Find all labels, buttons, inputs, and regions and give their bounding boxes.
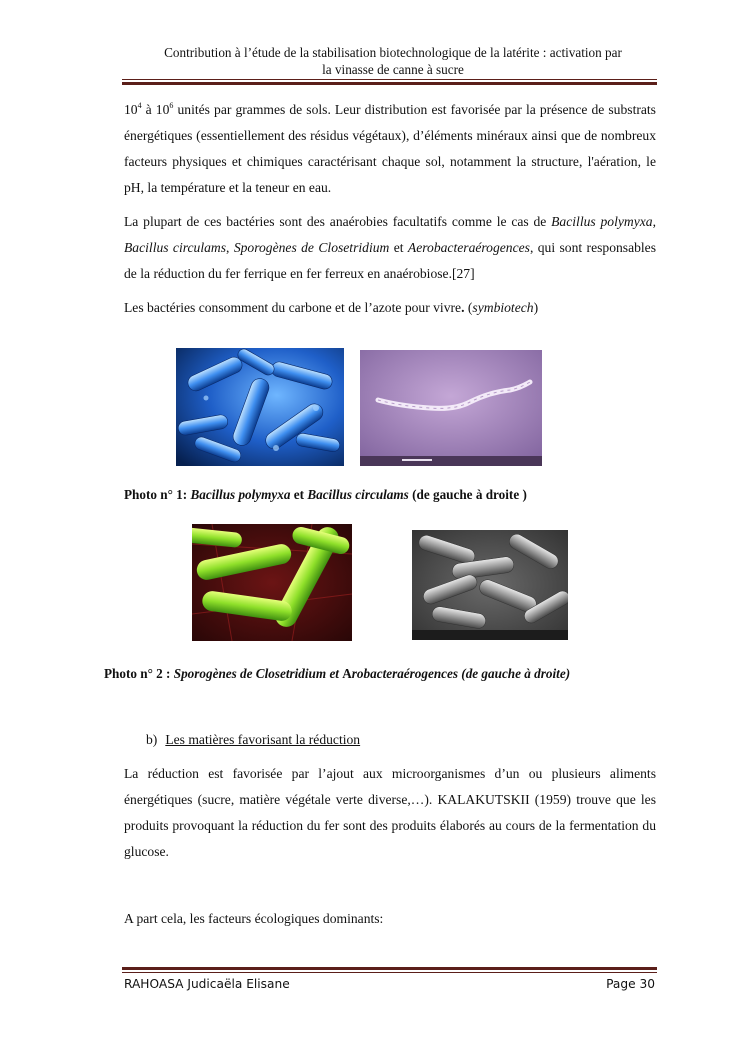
caption-text: (de gauche à droite ) [408,487,527,502]
footer-rule [122,967,657,973]
p2-text: , [226,240,234,255]
p2-text: et [389,240,408,255]
p3-source: symbiotech [472,300,534,315]
paragraph-5: A part cela, les facteurs écologiques dominants: [124,911,384,926]
running-header [120,44,666,78]
header-title-line2: la vinasse de canne à sucre [322,62,464,77]
p2-species-1: Bacillus polymyxa [551,214,653,229]
section-title: Les matières favorisant la réduction [165,732,361,747]
p3-text: ) [533,300,539,315]
p1-exponent1: 4 [137,101,142,110]
p2-text: La plupart de ces bactéries sont des anaérobies facultatifs comme le cas de [124,214,552,229]
p3-bold: . [461,300,465,315]
caption-species-2: Bacillus circulams [307,487,409,502]
section-heading [146,732,360,748]
footer-author: RAHOASA Judicaëla Elisane [124,977,290,991]
p1-mid: à 10 [141,102,170,117]
footer-page-number: Page 30 [606,977,655,991]
caption-label: Photo n° 2 : [104,666,174,681]
photo-1-caption [124,487,527,503]
caption-text: et [290,487,308,502]
p3-text: Les bactéries consomment du carbone et de l’azote pour vivre [124,300,462,315]
header-rule [122,79,657,85]
p1-exponent2: 6 [169,101,174,110]
photo-sporogenes-closetridium [192,524,352,641]
caption-species-2: robacteraérogences (de gauche à droite) [351,666,571,681]
paragraph-1 [124,97,656,201]
caption-text: A [342,666,352,681]
p2-species-2: Bacillus circulams [124,240,227,255]
paragraph-2 [124,209,656,287]
p2-text: , qui sont responsables de la réduction du fer ferrique en fer ferreux en anaérobiose.[27] [124,240,657,281]
p1-rest: unités par grammes de sols. Leur distribution est favorisée par la présence de substrats énergétiques (essentiellement des résidus végétaux), d’éléments minéraux ainsi que de nombreux facteurs physiques et chimiques caractérisant chaque sol, notamment la structure, l'aération, le pH, la température et la teneur en eau. [124,102,656,195]
paragraph-3 [124,295,656,321]
p2-species-3: Sporogènes de Closetridium [233,240,390,255]
header-title-line1: Contribution à l’étude de la stabilisation biotechnologique de la latérite : activation par [164,45,622,60]
p2-text: , [652,214,656,229]
photo-arobacteraerogences [412,530,568,640]
caption-species-1: Sporogènes de Closetridium et [173,666,343,681]
p3-text: ( [464,300,473,315]
caption-label: Photo n° 1: [124,487,191,502]
p2-species-4: Aerobacteraérogences [407,240,530,255]
photo-bacillus-polymyxa [176,348,344,466]
caption-species-1: Bacillus polymyxa [190,487,291,502]
paragraph-4: La réduction est favorisée par l’ajout aux microorganismes d’un ou plusieurs aliments énergétiques (sucre, matière végétale verte diverse,…). KALAKUTSKII (1959) trouve que les produits provoquant la réduction du fer sont des produits élaborés au cours de la fermentation du glucose. [124,766,656,859]
p1-base1: 10 [124,102,138,117]
section-marker: b) [146,732,158,747]
photo-bacillus-circulams [360,350,542,466]
photo-2-caption [104,666,570,682]
